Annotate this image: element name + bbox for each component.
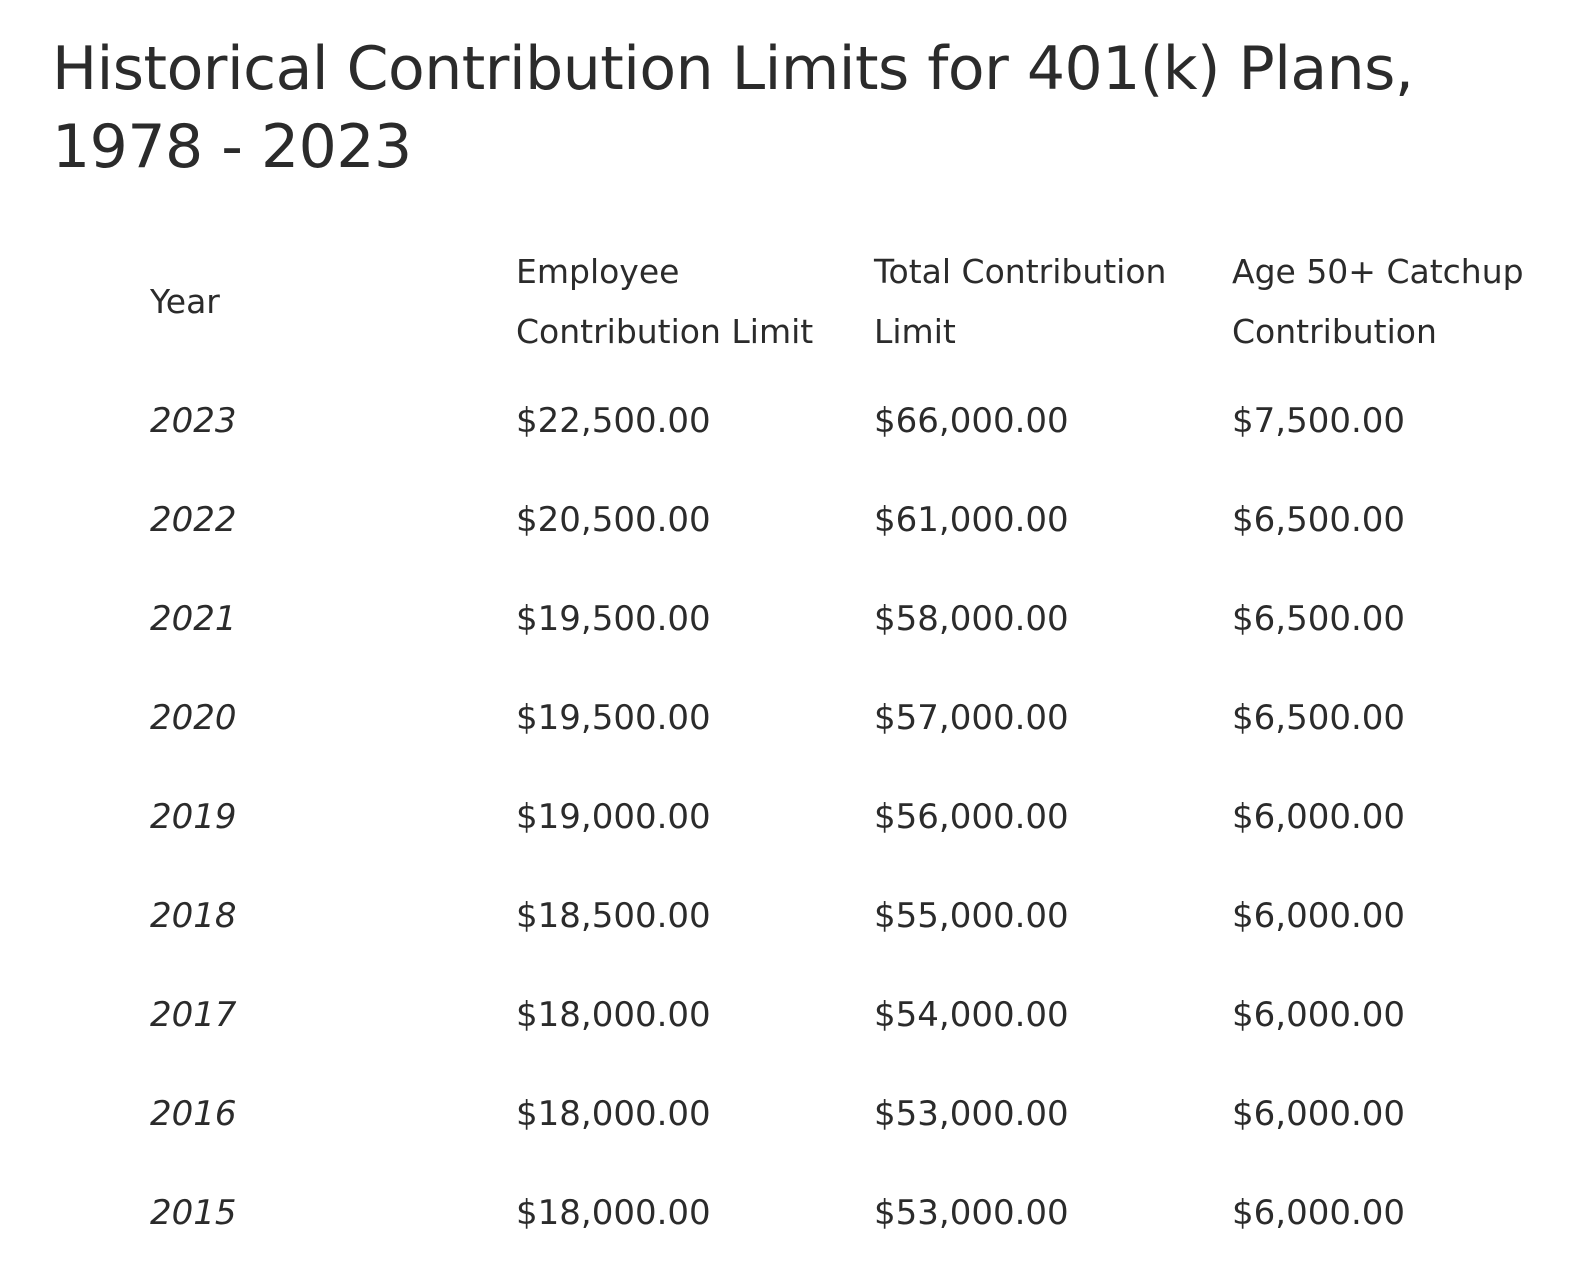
cell-employee-limit: $22,500.00 xyxy=(516,401,711,441)
table-row xyxy=(100,372,1540,471)
cell-year: 2017 xyxy=(150,995,237,1035)
cell-catchup: $6,500.00 xyxy=(1232,599,1406,639)
cell-employee-limit: $18,500.00 xyxy=(516,896,711,936)
cell-year: 2016 xyxy=(150,1094,237,1134)
cell-catchup: $6,500.00 xyxy=(1232,500,1406,540)
cell-catchup: $6,000.00 xyxy=(1232,1193,1406,1233)
cell-year: 2018 xyxy=(150,896,237,936)
header-total-contribution-limit: Total Contribution Limit xyxy=(874,252,1167,351)
table-row xyxy=(100,966,1540,1065)
cell-total-limit: $66,000.00 xyxy=(874,401,1069,441)
cell-employee-limit: $19,000.00 xyxy=(516,797,711,837)
cell-employee-limit: $20,500.00 xyxy=(516,500,711,540)
cell-total-limit: $55,000.00 xyxy=(874,896,1069,936)
cell-total-limit: $54,000.00 xyxy=(874,995,1069,1035)
cell-year: 2019 xyxy=(150,797,237,837)
page-title: Historical Contribution Limits for 401(k) Plans, 1978 - 2023 xyxy=(52,34,1414,182)
cell-total-limit: $58,000.00 xyxy=(874,599,1069,639)
header-employee-contribution-limit: Employee Contribution Limit xyxy=(516,252,814,351)
table-row xyxy=(100,1164,1540,1263)
cell-catchup: $6,500.00 xyxy=(1232,698,1406,738)
table-header-row xyxy=(100,232,1540,372)
cell-year: 2021 xyxy=(150,599,237,639)
cell-employee-limit: $19,500.00 xyxy=(516,599,711,639)
table-row xyxy=(100,570,1540,669)
cell-total-limit: $53,000.00 xyxy=(874,1094,1069,1134)
cell-year: 2022 xyxy=(150,500,237,540)
cell-year: 2015 xyxy=(150,1193,237,1233)
cell-employee-limit: $18,000.00 xyxy=(516,995,711,1035)
table-row xyxy=(100,1065,1540,1164)
cell-catchup: $6,000.00 xyxy=(1232,1094,1406,1134)
cell-year: 2020 xyxy=(150,698,237,738)
cell-catchup: $6,000.00 xyxy=(1232,896,1406,936)
cell-total-limit: $53,000.00 xyxy=(874,1193,1069,1233)
cell-employee-limit: $18,000.00 xyxy=(516,1193,711,1233)
cell-year: 2023 xyxy=(150,401,237,441)
contribution-limits-table xyxy=(100,232,1540,1263)
cell-employee-limit: $19,500.00 xyxy=(516,698,711,738)
cell-catchup: $6,000.00 xyxy=(1232,995,1406,1035)
header-year: Year xyxy=(150,282,220,321)
table-row xyxy=(100,768,1540,867)
table-row xyxy=(100,669,1540,768)
cell-catchup: $7,500.00 xyxy=(1232,401,1406,441)
table-row xyxy=(100,471,1540,570)
header-catchup-contribution: Age 50+ Catchup Contribution xyxy=(1232,252,1524,351)
cell-employee-limit: $18,000.00 xyxy=(516,1094,711,1134)
cell-total-limit: $61,000.00 xyxy=(874,500,1069,540)
cell-total-limit: $56,000.00 xyxy=(874,797,1069,837)
table-row xyxy=(100,867,1540,966)
cell-total-limit: $57,000.00 xyxy=(874,698,1069,738)
cell-catchup: $6,000.00 xyxy=(1232,797,1406,837)
